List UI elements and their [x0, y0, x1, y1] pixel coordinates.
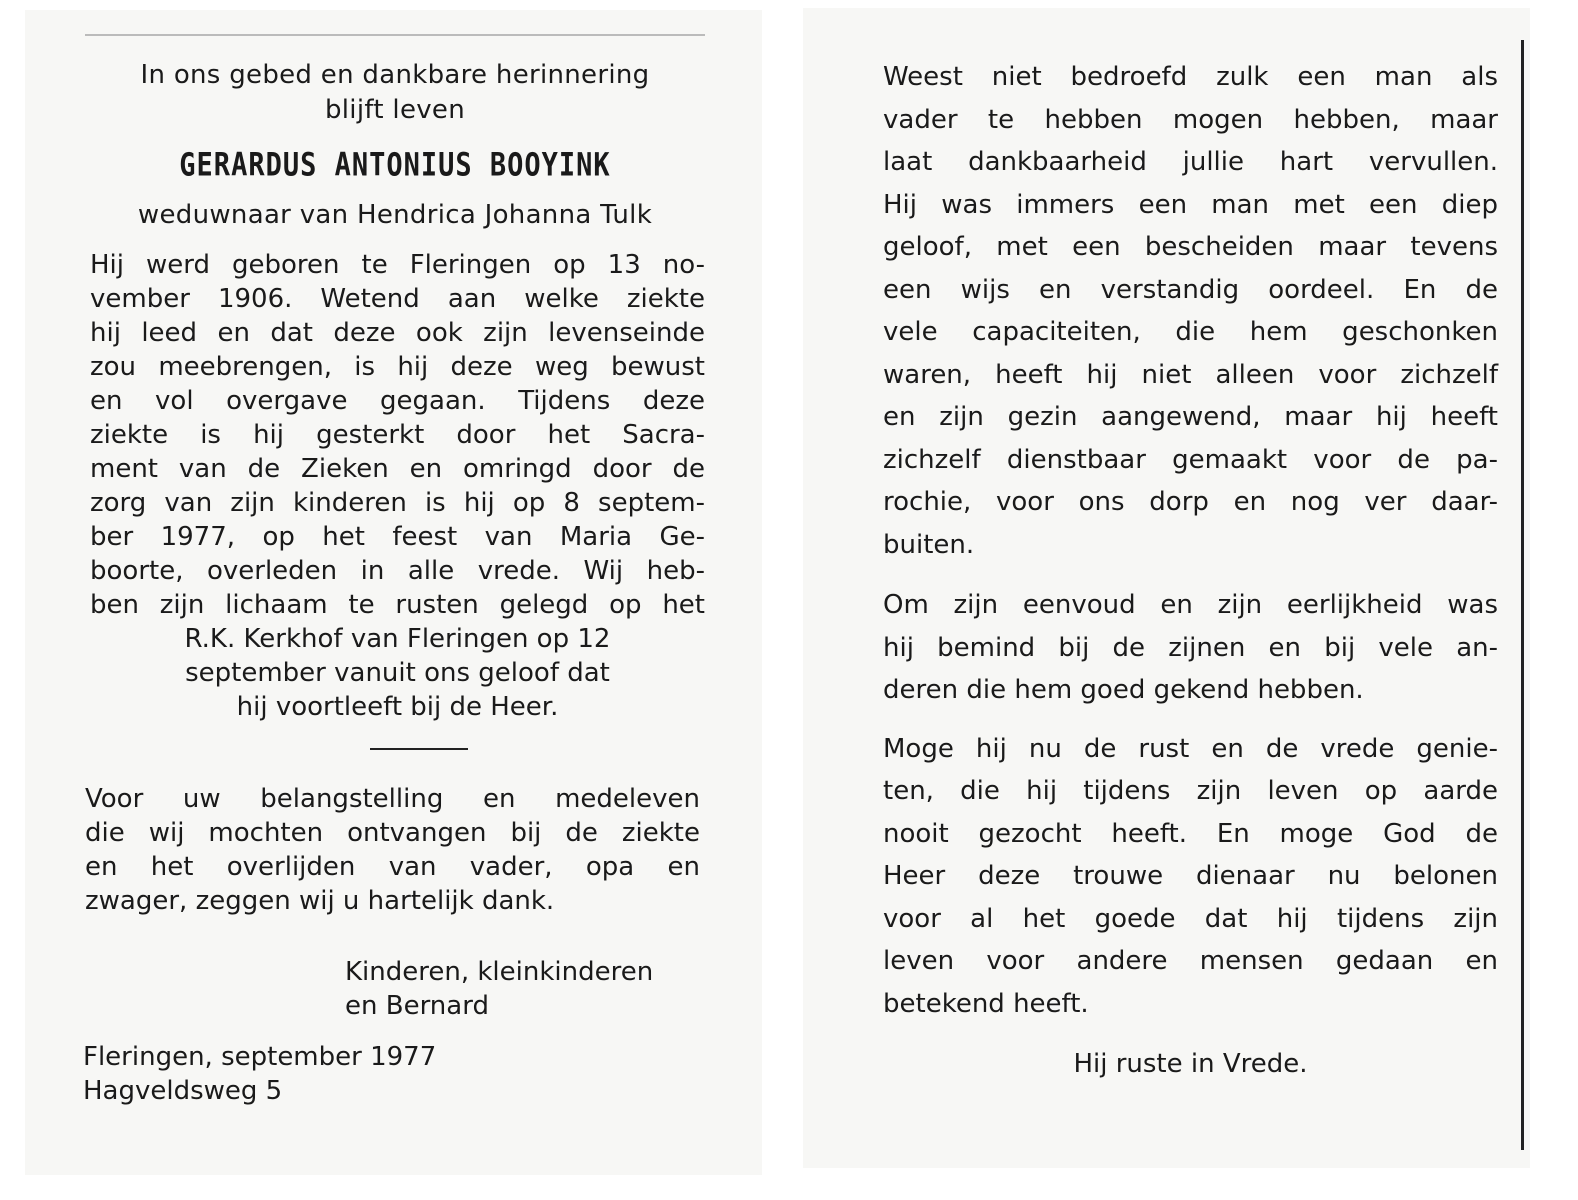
text-line: ben zijn lichaam te rusten gelegd op het	[90, 590, 705, 620]
paragraph-biography	[90, 248, 705, 724]
text-line: en het overlijden van vader, opa en	[85, 852, 700, 882]
text-line: deren die hem goed gekend hebben.	[883, 675, 1364, 705]
text-line: een wijs en verstandig oordeel. En de	[883, 274, 1498, 305]
address: Hagveldsweg 5	[83, 1076, 283, 1106]
text-line: zorg van zijn kinderen is hij op 8 septem-	[90, 488, 705, 518]
text-line: nooit gezocht heeft. En moge God de	[883, 818, 1498, 849]
text-line: Weest niet bedroefd zulk een man als	[883, 62, 1498, 92]
subtitle: weduwnaar van Hendrica Johanna Tulk	[137, 200, 653, 230]
text-line: Hij was immers een man met een diep	[883, 189, 1498, 220]
header-line-1: In ons gebed en dankbare herinnering	[140, 60, 650, 90]
text-line: Hij werd geboren te Fleringen op 13 no-	[90, 250, 705, 280]
right-text	[883, 56, 1498, 1086]
text-line: geloof, met een bescheiden maar tevens	[883, 232, 1498, 262]
text-line: september vanuit ons geloof dat	[185, 658, 610, 688]
deceased-name: GERARDUS ANTONIUS BOOYINK	[179, 146, 611, 185]
text-line: zou meebrengen, is hij deze weg bewust	[90, 352, 705, 382]
text-line: Voor uw belangstelling en medeleven	[85, 784, 700, 814]
text-line: ten, die hij tijdens zijn leven op aarde	[883, 776, 1498, 806]
header-line-2: blijft leven	[324, 95, 465, 125]
text-line: en zijn gezin aangewend, maar hij heeft	[883, 402, 1498, 432]
top-rule	[85, 34, 705, 36]
text-line: boorte, overleden in alle vrede. Wij heb-	[90, 556, 705, 586]
footer-address	[83, 1040, 436, 1108]
text-line: voor al het goede dat hij tijdens zijn	[883, 903, 1498, 934]
text-line: ber 1977, op het feest van Maria Ge-	[90, 522, 705, 552]
text-line: hij voortleeft bij de Heer.	[236, 692, 559, 722]
text-line: zwager, zeggen wij u hartelijk dank.	[85, 886, 555, 916]
paragraph-thanks	[85, 782, 700, 918]
text-line: hij leed en dat deze ook zijn levenseinde	[90, 318, 705, 348]
left-card	[25, 10, 762, 1175]
text-line: vele capaciteiten, die hem geschonken	[883, 317, 1498, 347]
place-date: Fleringen, september 1977	[83, 1042, 437, 1072]
text-line: en vol overgave gegaan. Tijdens deze	[90, 386, 705, 416]
text-line: R.K. Kerkhof van Fleringen op 12	[184, 624, 611, 654]
text-line: Moge hij nu de rust en de vrede genie-	[883, 733, 1498, 764]
text-line: ziekte is hij gesterkt door het Sacra-	[90, 420, 705, 450]
text-line: laat dankbaarheid jullie hart vervullen.	[883, 147, 1498, 177]
text-line: die wij mochten ontvangen bij de ziekte	[85, 818, 700, 848]
text-line: betekend heeft.	[883, 988, 1089, 1019]
signature-line: Kinderen, kleinkinderen	[345, 957, 654, 987]
text-line: leven voor andere mensen gedaan en	[883, 946, 1498, 976]
text-line: zichzelf dienstbaar gemaakt voor de pa-	[883, 444, 1498, 475]
text-line: rochie, voor ons dorp en nog ver daar-	[883, 487, 1498, 517]
text-line: Om zijn eenvoud en zijn eerlijkheid was	[883, 590, 1498, 620]
text-line: ment van de Zieken en omringd door de	[90, 454, 705, 484]
text-line: waren, heeft hij niet alleen voor zichzelf	[883, 359, 1498, 390]
signature	[345, 955, 653, 1023]
right-card	[803, 8, 1530, 1168]
text-line: vember 1906. Wetend aan welke ziekte	[90, 284, 705, 314]
text-line: vader te hebben mogen hebben, maar	[883, 104, 1498, 135]
text-line: hij bemind bij de zijnen en bij vele an-	[883, 632, 1498, 663]
closing-line: Hij ruste in Vrede.	[1073, 1049, 1308, 1079]
divider	[370, 748, 468, 750]
text-line: buiten.	[883, 529, 975, 560]
edge-line	[1521, 40, 1524, 1150]
signature-line: en Bernard	[345, 991, 489, 1021]
text-line: Heer deze trouwe dienaar nu belonen	[883, 861, 1498, 891]
